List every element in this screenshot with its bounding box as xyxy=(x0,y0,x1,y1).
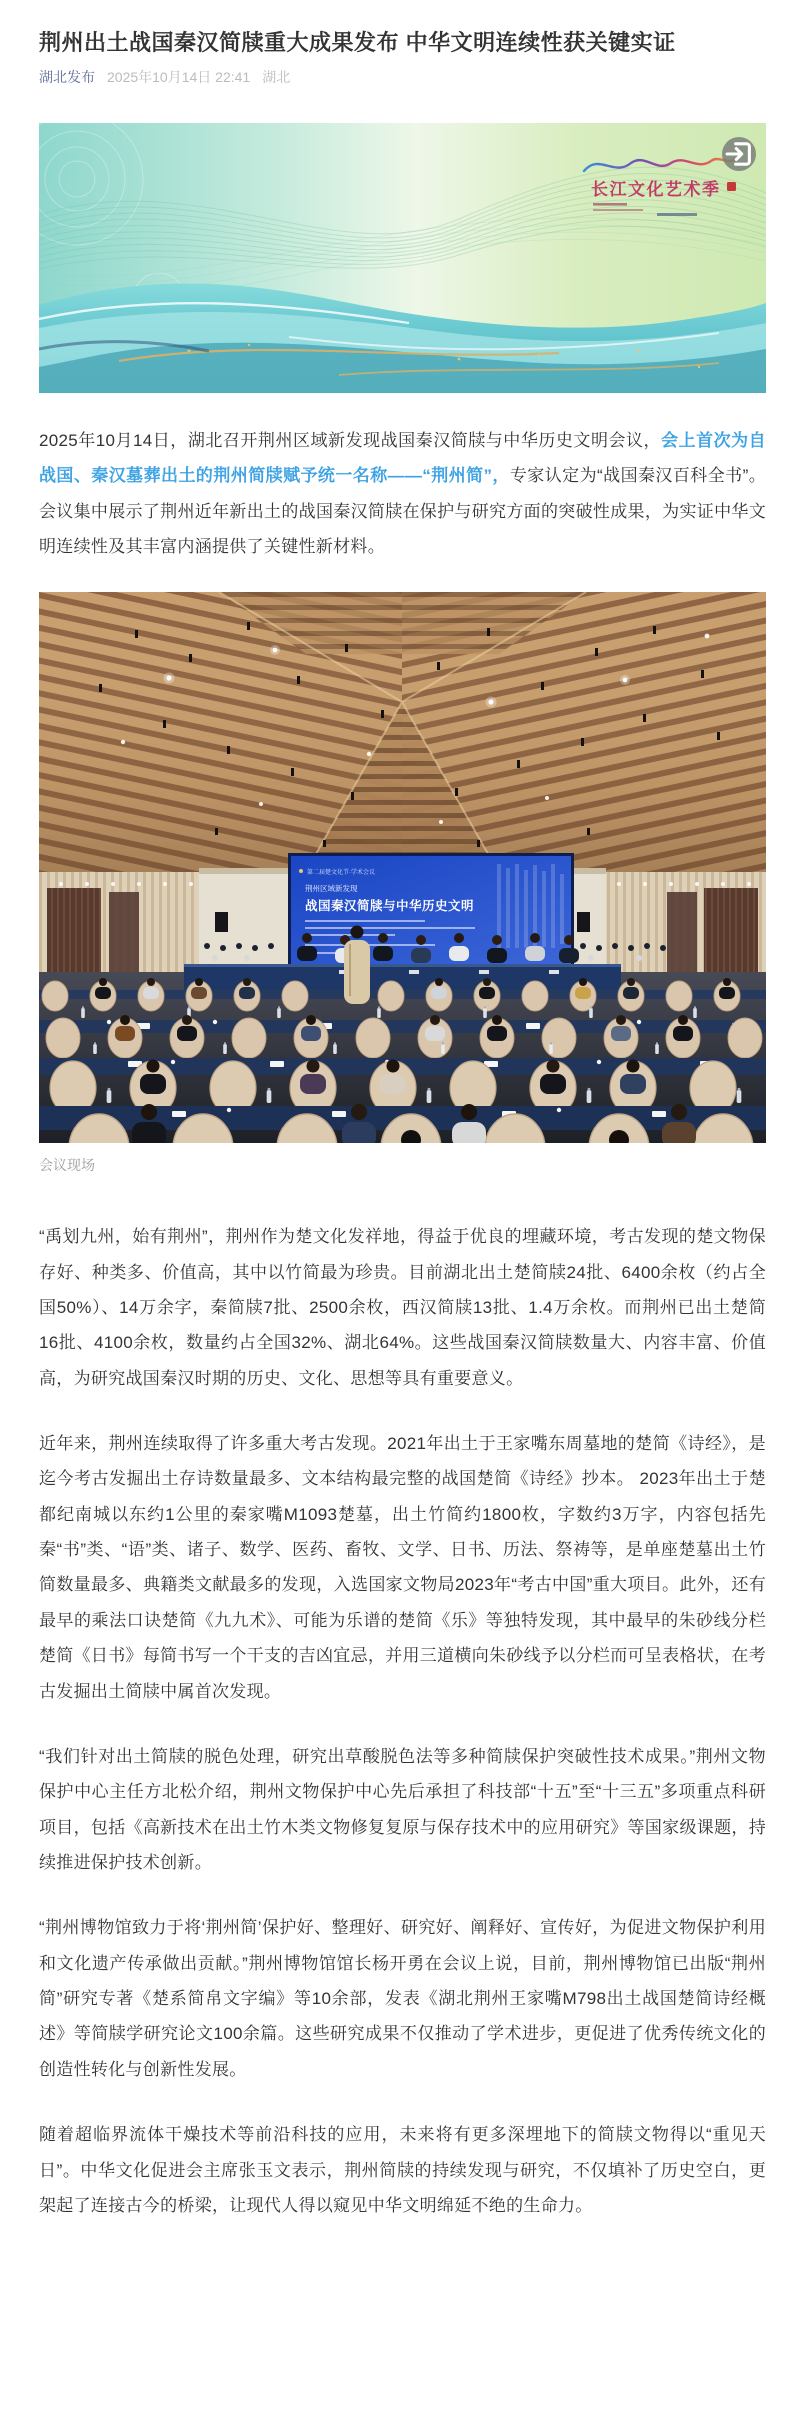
photo-caption: 会议现场 xyxy=(39,1157,95,1174)
festival-logo-text: 长江文化艺术季 xyxy=(591,179,721,199)
banner-image[interactable] xyxy=(39,123,766,393)
region-label: 湖北 xyxy=(262,68,291,85)
paragraph-1-pre: 2025年10月14日，湖北召开荆州区域新发现战国秦汉简牍与中华历史文明会议， xyxy=(39,430,662,450)
paragraph-1 xyxy=(39,423,766,564)
paragraph-4: “我们针对出土简牍的脱色处理，研究出草酸脱色法等多种简牍保护突破性技术成果。”荆州文物保护中心主任方北松介绍，荆州文物保护中心先后承担了科技部“十五”至“十三五”多项重点科研项目，包括《高新技术在出土竹木类文物修复复原与保存技术中的应用研究》等国家级课题，持续推进保护技术创新。 xyxy=(39,1746,766,1872)
publish-date: 2025年10月14日 22:41 xyxy=(107,68,251,85)
source-link[interactable]: 湖北发布 xyxy=(39,68,95,85)
paragraph-5: “荆州博物馆致力于将‘荆州简’保护好、整理好、研究好、阐释好、宣传好，为促进文物保护利用和文化遗产传承做出贡献。”荆州博物馆馆长杨开勇在会议上说，目前，荆州博物馆已出版“荆州简”研究专著《楚系简帛文字编》等10余部，发表《湖北荆州王家嘴M798出土战国楚简诗经概述》等简牍学研究论文100余篇。这些研究成果不仅推动了学术进步，更促进了优秀传统文化的创造性转化与创新性发展。 xyxy=(39,1918,766,2079)
screen-title-text: 战国秦汉简牍与中华历史文明 xyxy=(305,899,475,914)
conference-photo-art xyxy=(39,592,766,1143)
byline xyxy=(39,67,766,87)
paragraph-1-highlight: 会上首次为自战国、秦汉墓葬出土的荆州简牍赋予统一名称——“荆州简”， xyxy=(39,430,766,486)
enter-arrow-icon xyxy=(722,137,756,171)
paragraph-6: 随着超临界流体干燥技术等前沿科技的应用，未来将有更多深埋地下的简牍文物得以“重见天日”。中华文化促进会主席张玉文表示，荆州简牍的持续发现与研究，不仅填补了历史空白，更架起了连接古今的桥梁，让现代人得以窥见中华文明绵延不绝的生命力。 xyxy=(39,2125,766,2215)
paragraph-1-post: 专家认定为“战国秦汉百科全书”。会议集中展示了荆州近年新出土的战国秦汉简牍在保护与研究方面的突破性成果，为实证中华文明连续性及其丰富内涵提供了关键性新材料。 xyxy=(39,466,766,556)
screen-subtitle-text: 荆州区域新发现 xyxy=(305,884,358,894)
conference-photo[interactable] xyxy=(39,592,766,1143)
banner-art xyxy=(39,123,766,393)
article-page xyxy=(0,28,805,2223)
view-original-button[interactable] xyxy=(722,137,756,171)
screen-header-text: 第二届楚文化节·学术会议 xyxy=(307,870,375,877)
paragraph-3: 近年来，荆州连续取得了许多重大考古发现。2021年出土于王家嘴东周墓地的楚简《诗经》，是迄今考古发掘出土存诗数量最多、文本结构最完整的战国楚简《诗经》抄本。 2023年出土于楚都纪南城以东约1公里的秦家嘴M1093楚墓，出土竹简约1800枚，字数约3万字，内容包括先秦“书”类、“语”类、诸子、数学、医药、畜牧、文学、日书、历法、祭祷等，是单座楚墓出土竹简数量最多、典籍类文献最多的发现，入选国家文物局2023年“考古中国”重大项目。此外，还有最早的乘法口诀楚简《九九术》、可能为乐谱的楚简《乐》等独特发现，其中最早的朱砂线分栏楚简《日书》每简书写一个干支的吉凶宜忌，并用三道横向朱砂线予以分栏而可呈表格状，在考古发掘出土简牍中属首次发现。 xyxy=(39,1434,766,1701)
page-title: 荆州出土战国秦汉简牍重大成果发布 中华文明连续性获关键实证 xyxy=(39,30,676,55)
paragraph-2: “禹划九州，始有荆州”，荆州作为楚文化发祥地，得益于优良的埋藏环境，考古发现的楚文物保存好、种类多、价值高，其中以竹简最为珍贵。目前湖北出土楚简牍24批、6400余枚（约占全国50%）、14万余字，秦简牍7批、2500余枚，西汉简牍13批、1.4万余枚。而荆州已出土楚简16批、4100余枚，数量约占全国32%、湖北64%。这些战国秦汉简牍数量大、内容丰富、价值高，为研究战国秦汉时期的历史、文化、思想等具有重要意义。 xyxy=(39,1227,766,1388)
